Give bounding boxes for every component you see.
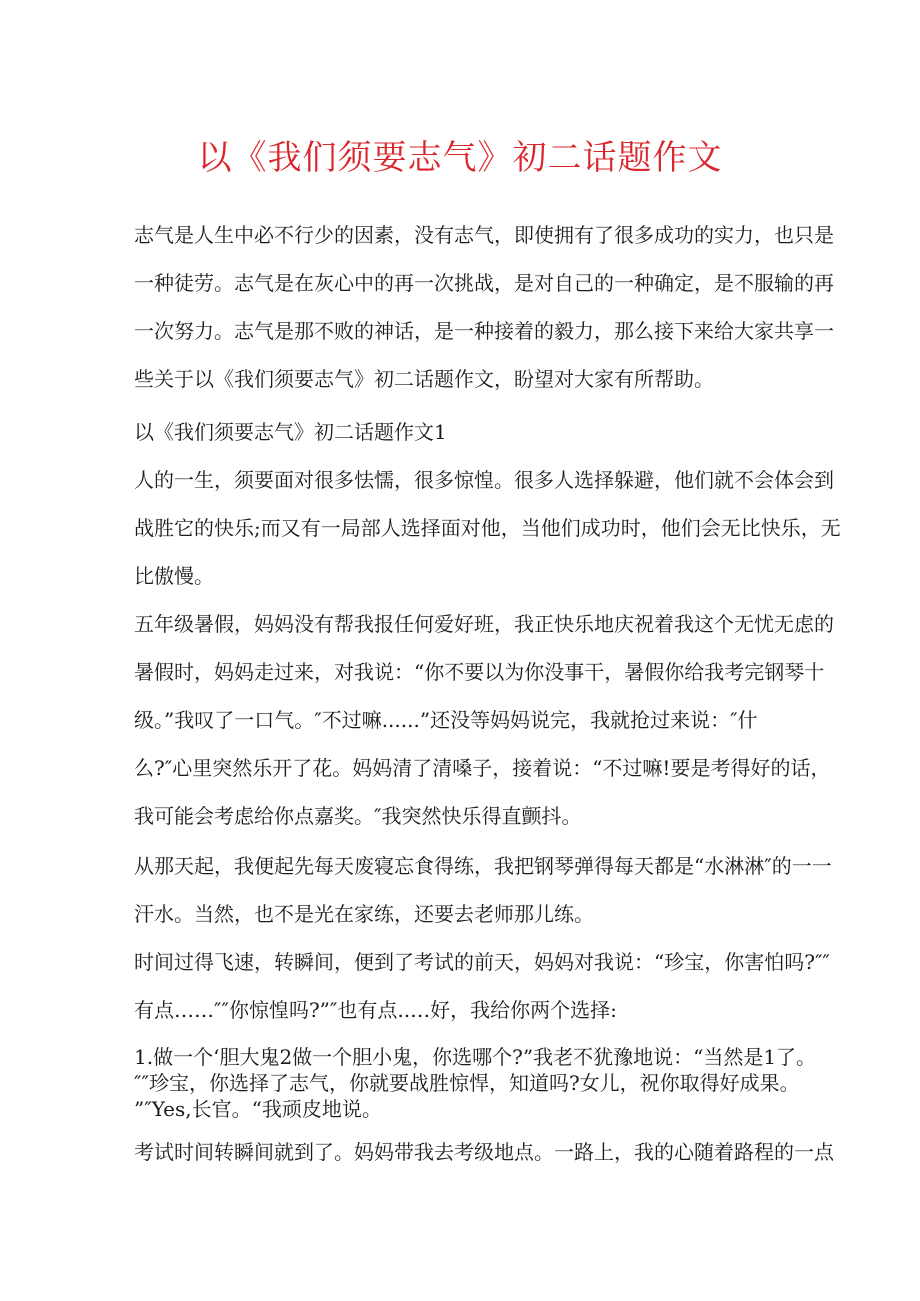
intro-paragraph — [134, 211, 834, 403]
text-line: 人的一生，须要面对很多怯懦，很多惊惶。很多人选择躲避，他们就不会体会到 — [134, 468, 834, 492]
text-line: 战胜它的快乐;而又有一局部人选择面对他，当他们成功时，他们会无比快乐，无 — [134, 516, 841, 540]
text-line: 五年级暑假，妈妈没有帮我报任何爱好班，我正快乐地庆祝着我这个无忧无虑的 — [134, 612, 834, 636]
text-line: 么?″心里突然乐开了花。妈妈清了清嗓子，接着说：“不过嘛!要是考得好的话， — [134, 756, 831, 780]
paragraph-1 — [134, 456, 841, 600]
paragraph-4 — [134, 938, 830, 1034]
text-line: 考试时间转瞬间就到了。妈妈带我去考级地点。一路上，我的心随着路程的一点 — [134, 1140, 834, 1164]
text-line: 1.做一个‘胆大鬼2做一个胆小鬼，你选哪个?”我老不犹豫地说：“当然是1了。 — [134, 1045, 817, 1069]
text-line: 志气是人生中必不行少的因素，没有志气，即使拥有了很多成功的实力，也只是 — [134, 223, 834, 247]
text-line: 我可能会考虑给你点嘉奖。″我突然快乐得直颤抖。 — [134, 804, 582, 828]
text-line: ”″Yes,长官。“我顽皮地说。 — [134, 1097, 382, 1121]
text-line: 暑假时，妈妈走过来，对我说：“你不要以为你没事干，暑假你给我考完钢琴十 — [134, 660, 825, 684]
text-line: 从那天起，我便起先每天废寝忘食得练，我把钢琴弹得每天都是“水淋淋″的一一 — [134, 854, 832, 878]
text-line: 一种徒劳。志气是在灰心中的再一次挑战，是对自己的一种确定，是不服输的再 — [134, 271, 834, 295]
text-line: 有点……″″你惊惶吗?”″也有点..…好，我给你两个选择: — [134, 998, 617, 1022]
paragraph-3 — [134, 842, 832, 938]
text-line: 一次努力。志气是那不败的神话，是一种接着的毅力，那么接下来给大家共享一 — [134, 319, 834, 343]
text-line: ″″珍宝，你选择了志气，你就要战胜惊悍，知道吗?女儿，祝你取得好成果。 — [134, 1071, 800, 1095]
section-heading — [134, 408, 794, 456]
document-title: 以《我们须要志气》初二话题作文 — [197, 138, 723, 178]
section-heading-text: 以《我们须要志气》初二话题作文1 — [134, 420, 447, 444]
text-line: 汗水。当然，也不是光在家练，还要去老师那儿练。 — [134, 902, 594, 926]
text-line: 比傲慢。 — [134, 564, 214, 588]
paragraph-6 — [134, 1128, 834, 1176]
paragraph-2 — [134, 600, 834, 840]
text-line: 些关于以《我们须要志气》初二话题作文，盼望对大家有所帮助。 — [134, 367, 714, 391]
text-line: 级。”我叹了一口气。″不过嘛......”还没等妈妈说完，我就抢过来说：″什 — [134, 708, 758, 732]
paragraph-5 — [134, 1044, 817, 1122]
text-line: 时间过得飞速，转瞬间，便到了考试的前天，妈妈对我说：“珍宝，你害怕吗?″″ — [134, 950, 830, 974]
